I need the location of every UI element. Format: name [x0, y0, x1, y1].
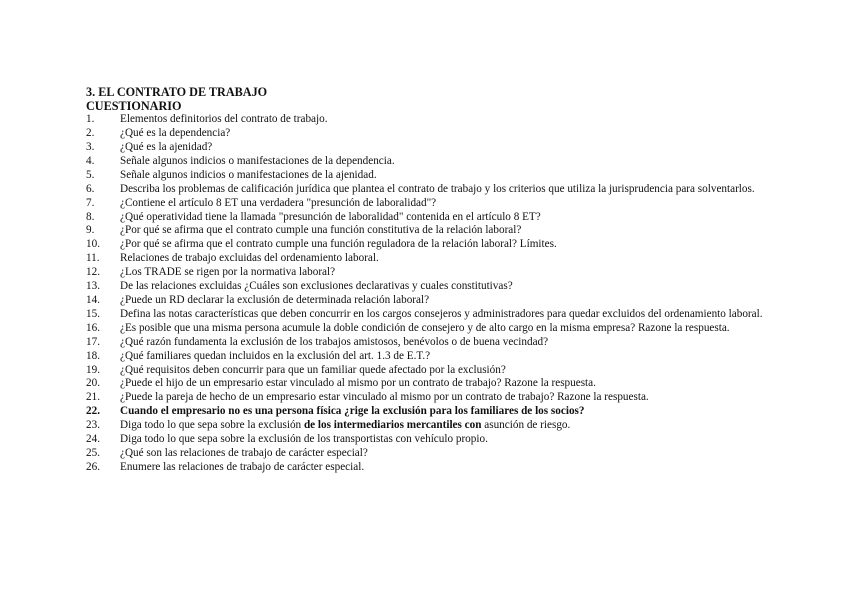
- question-number: 12.: [86, 266, 100, 279]
- question-item: [86, 211, 763, 225]
- question-item: [86, 419, 763, 433]
- question-text: ¿Puede el hijo de un empresario estar vinculado al mismo por un contrato de trabajo? Razone la respuesta.: [120, 377, 596, 390]
- question-item: [86, 113, 763, 127]
- question-number: 24.: [86, 433, 100, 446]
- question-item: [86, 447, 763, 461]
- question-number: 20.: [86, 377, 100, 390]
- question-number: 8.: [86, 210, 95, 223]
- question-item: [86, 266, 763, 280]
- question-number: 17.: [86, 335, 100, 348]
- question-item: [86, 280, 763, 294]
- question-text: Diga todo lo que sepa sobre la exclusión de los transportistas con vehículo propio.: [120, 433, 488, 446]
- question-text: Describa los problemas de calificación jurídica que plantea el contrato de trabajo y los criterios que utiliza la jurisprudencia para solventarlos.: [120, 182, 755, 195]
- question-number: 13.: [86, 280, 100, 293]
- question-number: 2.: [86, 127, 95, 140]
- question-number: 7.: [86, 196, 95, 209]
- question-number: 11.: [86, 252, 100, 265]
- question-list: [86, 113, 763, 475]
- question-item: [86, 377, 763, 391]
- question-item: [86, 252, 763, 266]
- question-item: [86, 183, 763, 197]
- question-item: [86, 336, 763, 350]
- document-page: [86, 86, 763, 475]
- question-text: Elementos definitorios del contrato de trabajo.: [120, 113, 328, 126]
- question-number: 25.: [86, 446, 100, 459]
- question-text-part: Diga todo lo que sepa sobre la exclusión: [120, 419, 304, 432]
- question-text: ¿Qué es la dependencia?: [120, 127, 231, 140]
- question-item: [86, 197, 763, 211]
- question-number: 22.: [86, 405, 100, 418]
- question-number: 4.: [86, 154, 95, 167]
- question-number: 15.: [86, 307, 100, 320]
- question-text-bold-part: de los intermediarios mercantiles con: [303, 419, 482, 432]
- question-text: ¿Qué operatividad tiene la llamada "presunción de laboralidad" contenida en el artículo 8 ET?: [120, 210, 541, 223]
- question-text: ¿Qué familiares quedan incluidos en la exclusión del art. 1.3 de E.T.?: [120, 349, 431, 362]
- question-number: 16.: [86, 321, 100, 334]
- question-item: [86, 238, 763, 252]
- question-item: [86, 169, 763, 183]
- question-number: 21.: [86, 391, 100, 404]
- document-subtitle: CUESTIONARIO: [86, 98, 182, 113]
- question-text: ¿Qué son las relaciones de trabajo de carácter especial?: [120, 446, 368, 459]
- question-number: 19.: [86, 363, 100, 376]
- question-number: 26.: [86, 460, 100, 473]
- question-text: Relaciones de trabajo excluidas del ordenamiento laboral.: [120, 252, 379, 265]
- question-number: 9.: [86, 224, 95, 237]
- question-text: ¿Qué es la ajenidad?: [120, 141, 213, 153]
- question-text: ¿Es posible que una misma persona acumule la doble condición de consejero y de alto cargo en la misma empresa? Razone la respuesta.: [120, 321, 730, 334]
- question-text-part: asunción de riesgo.: [481, 419, 571, 432]
- question-item: [86, 294, 763, 308]
- question-number: 6.: [86, 182, 95, 195]
- question-text: ¿Puede la pareja de hecho de un empresario estar vinculado al mismo por un contrato de trabajo? Razone la respuesta.: [120, 391, 649, 404]
- question-text: ¿Por qué se afirma que el contrato cumple una función reguladora de la relación laboral? Límites.: [120, 238, 557, 251]
- question-text: Cuando el empresario no es una persona física ¿rige la exclusión para los familiares de los socios?: [120, 405, 585, 418]
- question-text: Enumere las relaciones de trabajo de carácter especial.: [120, 460, 365, 473]
- document-title: 3. EL CONTRATO DE TRABAJO: [86, 85, 268, 99]
- question-text: ¿Por qué se afirma que el contrato cumple una función constitutiva de la relación laboral?: [120, 224, 522, 237]
- question-number: 10.: [86, 238, 100, 251]
- question-item: [86, 391, 763, 405]
- question-number: 23.: [86, 419, 100, 432]
- question-text: Señale algunos indicios o manifestaciones de la dependencia.: [120, 154, 395, 167]
- question-text: De las relaciones excluidas ¿Cuáles son exclusiones declarativas y cuales constitutivas?: [120, 280, 513, 293]
- question-text: Defina las notas características que deben concurrir en los cargos consejeros y administradores para quedar excluidos del ordenamiento laboral.: [120, 307, 763, 320]
- question-text: ¿Qué requisitos deben concurrir para que un familiar quede afectado por la exclusión?: [120, 363, 506, 376]
- question-item: [86, 155, 763, 169]
- question-item: [86, 141, 763, 155]
- question-text: ¿Los TRADE se rigen por la normativa laboral?: [120, 266, 336, 279]
- question-item-bold: [86, 405, 763, 419]
- question-item: [86, 364, 763, 378]
- question-item: [86, 433, 763, 447]
- question-item: [86, 350, 763, 364]
- question-text: Señale algunos indicios o manifestaciones de la ajenidad.: [120, 168, 377, 181]
- question-item: [86, 308, 763, 322]
- question-number: 1.: [86, 113, 95, 126]
- question-item: [86, 127, 763, 141]
- question-text: ¿Contiene el artículo 8 ET una verdadera "presunción de laboralidad"?: [120, 196, 437, 209]
- question-number: 14.: [86, 293, 100, 306]
- question-text: ¿Qué razón fundamenta la exclusión de los trabajos amistosos, benévolos o de buena vecindad?: [120, 335, 549, 348]
- question-item: [86, 322, 763, 336]
- question-item: [86, 461, 763, 475]
- question-item: [86, 224, 763, 238]
- question-number: 18.: [86, 349, 100, 362]
- question-text: ¿Puede un RD declarar la exclusión de determinada relación laboral?: [120, 293, 430, 306]
- question-number: 5.: [86, 168, 95, 181]
- question-number: 3.: [86, 141, 95, 153]
